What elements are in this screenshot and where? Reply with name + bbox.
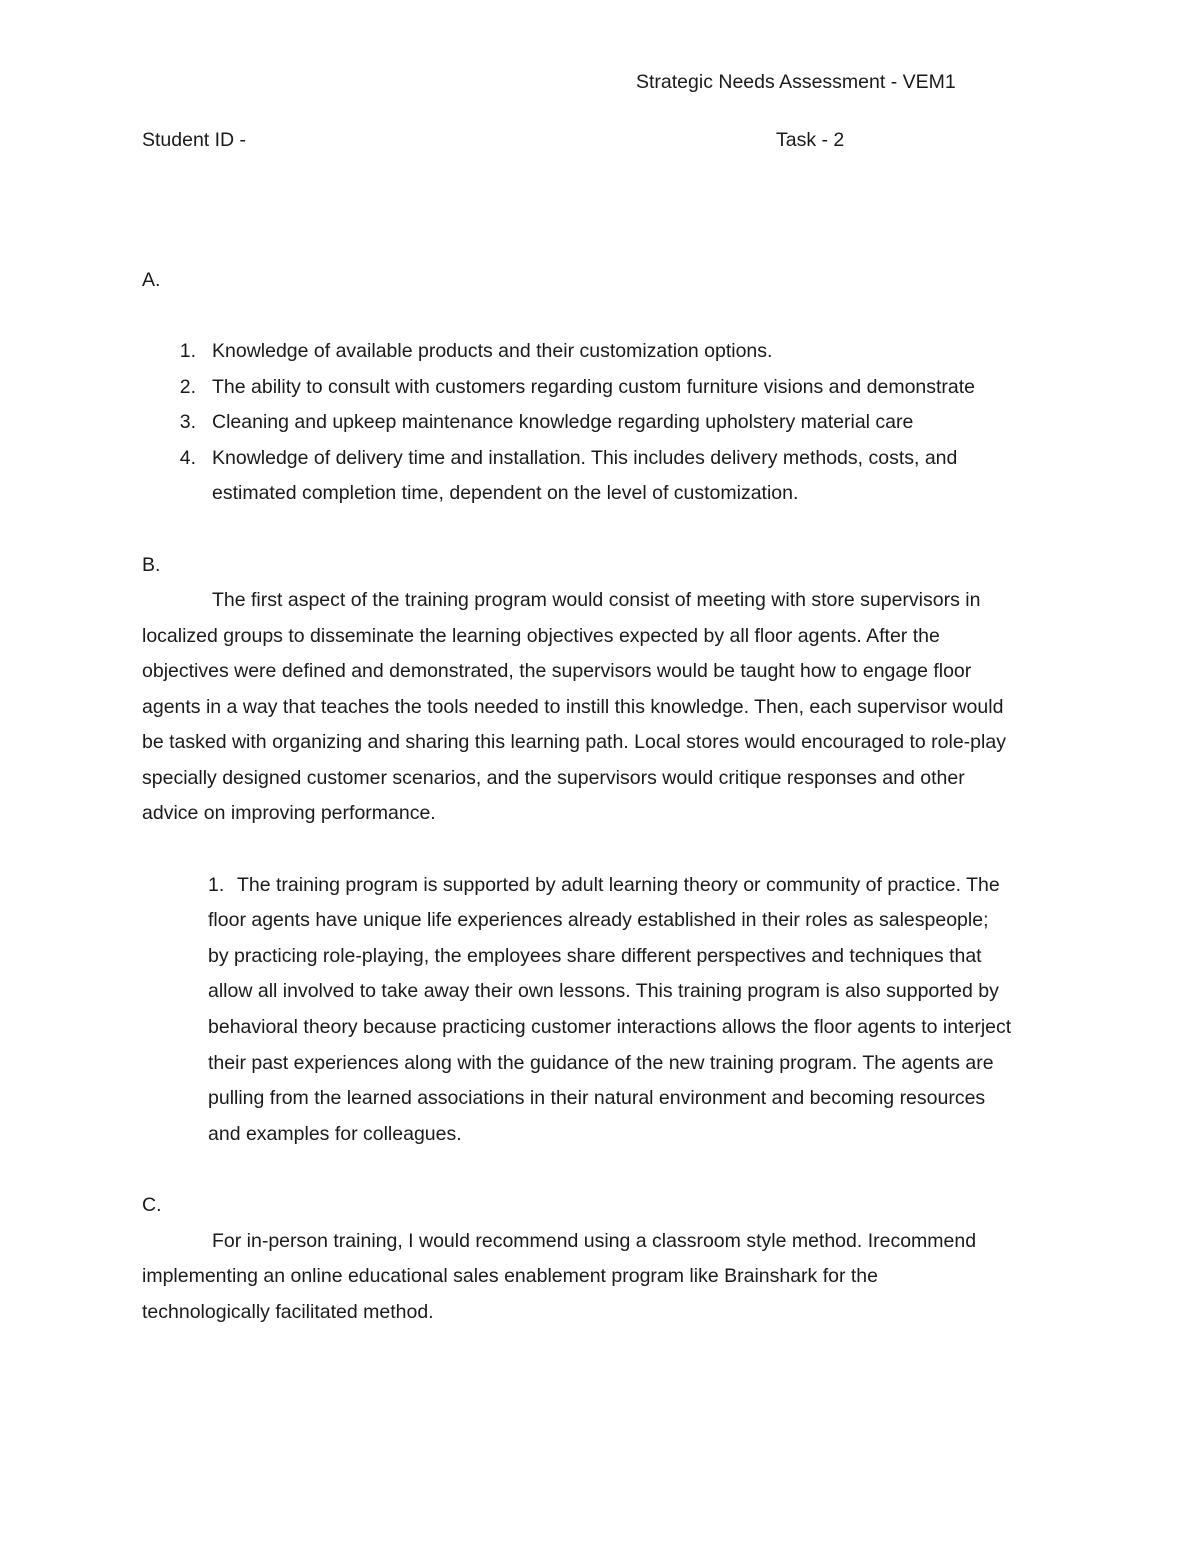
paragraph-line: be tasked with organizing and sharing this learning path. Local stores would encouraged to role-play	[142, 731, 1006, 753]
student-id-label: Student ID -	[142, 129, 247, 151]
sub-item-line: allow all involved to take away their own lessons. This training program is also supported by	[208, 980, 999, 1002]
list-item-text: Knowledge of delivery time and installation. This includes delivery methods, costs, and	[212, 447, 958, 469]
list-item-text: Knowledge of available products and their customization options.	[212, 340, 773, 362]
list-item-text: The ability to consult with customers regarding custom furniture visions and demonstrate	[212, 376, 976, 398]
sub-list-number: 1.	[208, 874, 225, 896]
section-a-label: A.	[142, 269, 161, 291]
paragraph-line: implementing an online educational sales enablement program like Brainshark for the	[142, 1265, 879, 1287]
sub-item-line: pulling from the learned associations in their natural environment and becoming resources	[208, 1087, 986, 1109]
section-c-label: C.	[142, 1194, 162, 1216]
paragraph-line: localized groups to disseminate the learning objectives expected by all floor agents. After the	[142, 625, 940, 647]
list-number: 4.	[179, 447, 196, 469]
sub-item-line: floor agents have unique life experiences already established in their roles as salespeople;	[208, 909, 989, 931]
section-b-label: B.	[142, 554, 161, 576]
paragraph-line: For in-person training, I would recommend using a classroom style method. Irecommend	[212, 1230, 977, 1252]
paragraph-line: agents in a way that teaches the tools needed to instill this knowledge. Then, each supervisor would	[142, 696, 1004, 718]
paragraph-line: specially designed customer scenarios, and the supervisors would critique responses and other	[142, 767, 965, 789]
paragraph-line: The first aspect of the training program would consist of meeting with store supervisors in	[212, 589, 981, 611]
paragraph-line: technologically facilitated method.	[142, 1301, 434, 1323]
sub-item-line: behavioral theory because practicing customer interactions allows the floor agents to interject	[208, 1016, 1012, 1038]
task-label: Task - 2	[776, 129, 845, 151]
list-number: 3.	[179, 411, 196, 433]
list-number: 2.	[179, 376, 196, 398]
list-item-text: estimated completion time, dependent on the level of customization.	[212, 482, 799, 504]
list-number: 1.	[179, 340, 196, 362]
sub-item-line: their past experiences along with the guidance of the new training program. The agents are	[208, 1052, 994, 1074]
paragraph-line: objectives were defined and demonstrated, the supervisors would be taught how to engage floor	[142, 660, 972, 682]
document-header-title: Strategic Needs Assessment - VEM1	[636, 71, 956, 93]
sub-item-line: by practicing role-playing, the employees share different perspectives and techniques that	[208, 945, 982, 967]
sub-item-line: and examples for colleagues.	[208, 1123, 462, 1145]
paragraph-line: advice on improving performance.	[142, 802, 436, 824]
sub-item-line: The training program is supported by adult learning theory or community of practice. The	[237, 874, 1000, 896]
list-item-text: Cleaning and upkeep maintenance knowledge regarding upholstery material care	[212, 411, 914, 433]
